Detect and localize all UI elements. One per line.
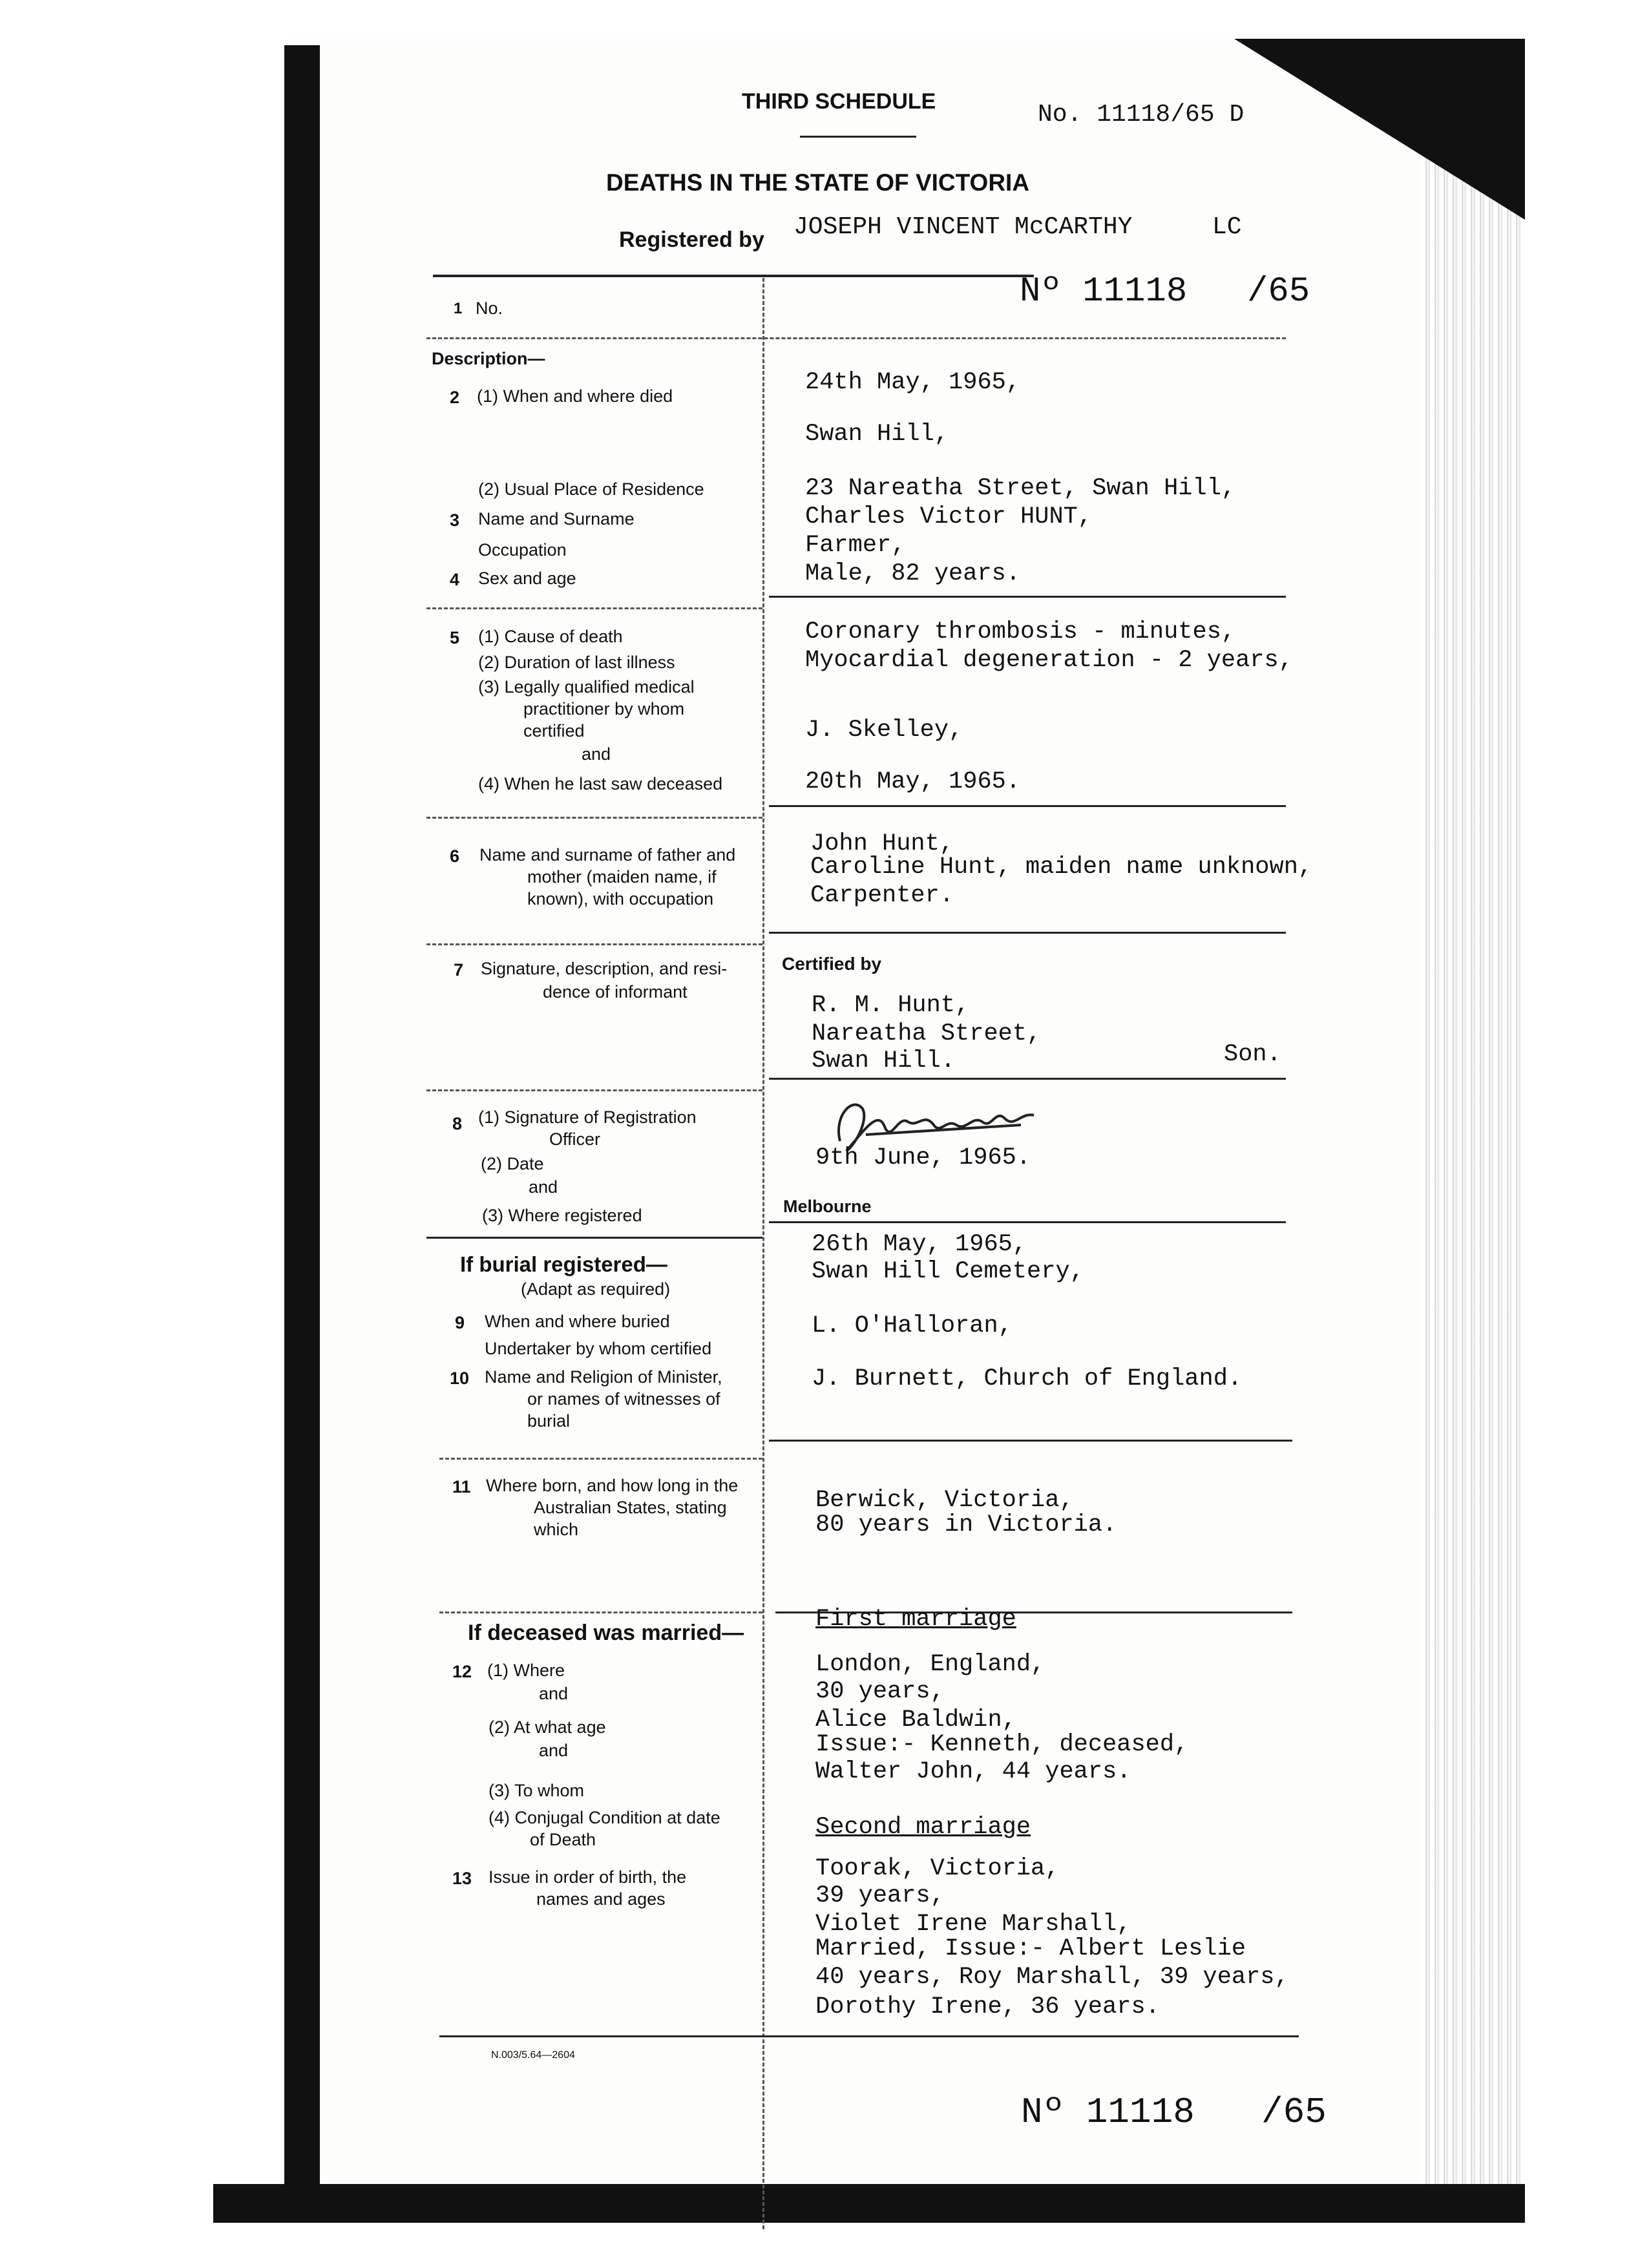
marriage-age-label: (2) At what age [488,1717,606,1737]
document-title: DEATHS IN THE STATE OF VICTORIA [606,169,1030,196]
reg-where-label: (3) Where registered [482,1206,642,1225]
divider [426,943,762,945]
reference-number: No. 11118/65 D [1038,101,1245,129]
page-stack-edge [1422,78,1525,2210]
schedule-underline [800,136,916,138]
minister-label: burial [527,1411,571,1431]
death-place: Swan Hill, [805,421,949,448]
informant-relation: Son. [1224,1041,1281,1068]
last-saw-value: 20th May, 1965. [805,768,1021,795]
marriage-whom-label: (3) To whom [488,1781,585,1800]
burial-heading: If burial registered— [460,1252,667,1276]
informant-label: dence of informant [543,982,688,1002]
row-number: 5 [450,628,460,647]
binding-shadow [284,45,320,2190]
no-label: No. [476,299,503,318]
divider [426,817,762,819]
informant-town: Swan Hill. [812,1047,956,1075]
burial-date: 26th May, 1965, [812,1231,1027,1258]
registered-by-label: Registered by [619,227,764,252]
row-number: 13 [452,1869,472,1888]
divider [769,805,1286,807]
divider [426,1237,762,1239]
burial-when-label: When and where buried [485,1312,670,1331]
practitioner-label: certified [523,721,585,740]
cause-label: (1) Cause of death [478,627,623,646]
divider [426,607,762,609]
first-marriage-heading: First marriage [815,1606,1016,1633]
undertaker-label: Undertaker by whom certified [485,1339,712,1358]
issue-label: names and ages [536,1889,666,1909]
reg-date-label: (2) Date [481,1154,544,1173]
row-number: 11 [452,1477,471,1496]
and-connector: and [539,1684,569,1703]
first-issue: Issue:- Kenneth, deceased, [815,1731,1189,1758]
row-number: 3 [450,510,460,530]
minister-value: J. Burnett, Church of England. [812,1365,1243,1392]
row-number: 9 [455,1313,465,1332]
registrar-suffix: LC [1212,213,1242,241]
divider [439,1458,762,1460]
divider [769,1078,1286,1080]
second-issue: 40 years, Roy Marshall, 39 years, [815,1964,1289,1991]
divider [769,1221,1286,1223]
description-heading: Description— [432,349,545,368]
sex-age-label: Sex and age [478,569,576,588]
parents-label: mother (maiden name, if [527,867,717,887]
entry-number: Nº 11118 [1020,272,1188,311]
born-place: Berwick, Victoria, [815,1487,1074,1514]
second-spouse: Violet Irene Marshall, [815,1911,1131,1938]
last-saw-label: (4) When he last saw deceased [478,774,723,793]
born-label: Australian States, stating [534,1498,727,1517]
and-connector: and [582,744,611,764]
bottom-shadow [213,2184,1525,2223]
second-issue: Married, Issue:- Albert Leslie [815,1935,1246,1962]
row-number: 7 [454,960,464,980]
cause-value: Coronary thrombosis - minutes, [805,618,1236,646]
duration-value: Myocardial degeneration - 2 years, [805,647,1293,674]
row-number: 10 [450,1369,470,1388]
duration-label: (2) Duration of last illness [478,653,675,672]
second-marriage-place: Toorak, Victoria, [815,1855,1060,1882]
divider [769,1440,1292,1442]
second-marriage-heading: Second marriage [815,1814,1031,1841]
registration-place: Melbourne [783,1197,872,1216]
name-label: Name and Surname [478,509,635,529]
practitioner-label: practitioner by whom [523,699,685,719]
informant-name: R. M. Hunt, [812,992,970,1019]
and-connector: and [539,1741,569,1760]
born-label: which [534,1520,579,1539]
folded-corner [1234,39,1525,220]
burial-subheading: (Adapt as required) [521,1279,671,1299]
residence-label: (2) Usual Place of Residence [478,479,704,499]
form-code: N.003/5.64—2604 [491,2050,575,2061]
reg-signature-label: (1) Signature of Registration [478,1108,697,1127]
second-marriage-age: 39 years, [815,1882,945,1909]
divider [426,337,1286,339]
death-when-where-label: (1) When and where died [477,386,673,406]
bottom-rule [439,2035,1299,2037]
row-number: 8 [452,1114,463,1133]
entry-year: /65 [1247,272,1310,311]
conjugal-label: of Death [530,1830,596,1849]
row-number: 12 [452,1662,472,1681]
death-date: 24th May, 1965, [805,369,1021,396]
column-divider [762,278,764,2229]
born-years: 80 years in Victoria. [815,1511,1117,1538]
practitioner-value: J. Skelley, [805,717,963,744]
informant-label: Signature, description, and resi- [481,959,728,978]
sex-age-value: Male, 82 years. [805,560,1021,587]
schedule-heading: THIRD SCHEDULE [742,89,936,114]
mother-name: Caroline Hunt, maiden name unknown, [810,854,1313,881]
second-issue: Dorothy Irene, 36 years. [815,1993,1160,2021]
parents-label: Name and surname of father and [479,845,736,865]
marriage-where-label: (1) Where [487,1661,565,1680]
top-rule [433,275,1034,277]
issue-label: Issue in order of birth, the [488,1867,687,1887]
undertaker-value: L. O'Halloran, [812,1312,1013,1339]
divider [769,932,1286,934]
row-number: 6 [450,846,460,866]
parents-label: known), with occupation [527,889,714,908]
born-label: Where born, and how long in the [486,1476,739,1495]
burial-place: Swan Hill Cemetery, [812,1258,1084,1285]
certified-by-label: Certified by [782,954,882,974]
father-name: John Hunt, [810,830,954,857]
divider [769,596,1286,598]
row-number: 2 [450,388,460,407]
row-number: 4 [450,570,460,589]
and-connector: and [529,1177,558,1197]
deceased-name: Charles Victor HUNT, [805,503,1093,530]
father-occupation: Carpenter. [810,882,954,909]
footer-entry-number: Nº 11118 [1021,2092,1195,2133]
row-number: 1 [454,300,463,317]
first-marriage-age: 30 years, [815,1678,945,1705]
registrar-name: JOSEPH VINCENT McCARTHY [793,213,1133,241]
first-issue: Walter John, 44 years. [815,1758,1131,1785]
residence-value: 23 Nareatha Street, Swan Hill, [805,475,1236,502]
conjugal-label: (4) Conjugal Condition at date [488,1808,720,1827]
married-heading: If deceased was married— [468,1621,744,1645]
reg-signature-label: Officer [549,1129,601,1149]
first-spouse: Alice Baldwin, [815,1706,1016,1734]
minister-label: or names of witnesses of [527,1389,720,1409]
occupation-value: Farmer, [805,532,906,559]
divider [439,1612,762,1613]
minister-label: Name and Religion of Minister, [485,1367,722,1387]
occupation-label: Occupation [478,540,567,560]
divider [426,1089,762,1091]
reg-date-value: 9th June, 1965. [815,1144,1031,1171]
informant-street: Nareatha Street, [812,1020,1042,1047]
footer-entry-year: /65 [1261,2092,1327,2133]
practitioner-label: (3) Legally qualified medical [478,677,695,697]
first-marriage-place: London, England, [815,1651,1045,1678]
